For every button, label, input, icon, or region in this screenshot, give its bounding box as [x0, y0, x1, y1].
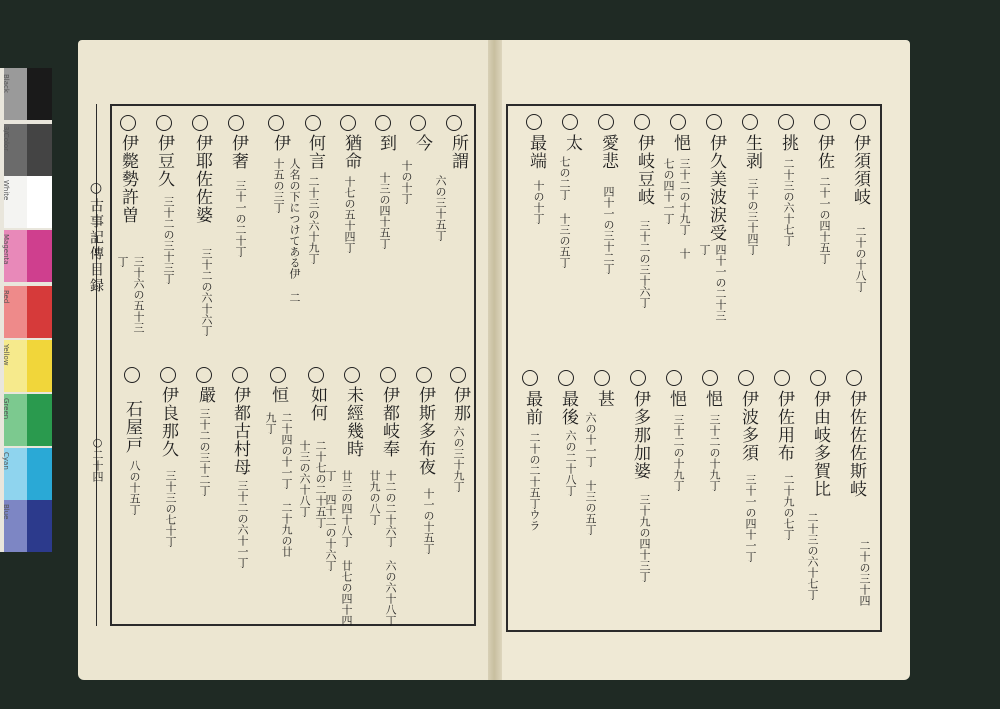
left-frame-top: [112, 104, 476, 106]
index-term: 伊久美波涙受: [706, 134, 726, 242]
page-reference: 六の二十八丁: [564, 430, 577, 496]
page-reference: 十二の二十六丁 六の六十八丁 廿九の八丁: [368, 470, 397, 626]
index-term: 伊良那久: [158, 386, 178, 458]
page-reference: 十の十丁: [532, 180, 545, 224]
page-reference: 十の十丁: [400, 160, 413, 204]
page-reference: 三十二の六十六丁: [200, 248, 213, 336]
page-reference: 六の三十九丁: [452, 426, 465, 492]
calibration-label-green: Green: [2, 398, 10, 420]
page-reference: 三十二の六十一丁: [236, 480, 249, 568]
entry-marker-circle: [742, 114, 758, 130]
index-term: 何言: [305, 134, 325, 170]
index-term: 挑: [778, 134, 798, 152]
entry-marker-circle: [630, 370, 646, 386]
book-gutter: [488, 40, 502, 680]
entry-marker-circle: [634, 114, 650, 130]
index-term: 伊佐佐佐斯岐: [846, 390, 866, 498]
calibration-label-3color: 3/Color: [2, 126, 10, 152]
page-reference: 廿三の四十八丁 廿七の四十四丁 四十二の十六丁: [324, 470, 353, 626]
right-frame-top: [506, 104, 882, 106]
index-term: 伊都古村母: [230, 386, 250, 476]
index-term: 嚴: [195, 386, 215, 404]
calibration-patch-yellow: [27, 340, 52, 392]
entry-marker-circle: [558, 370, 574, 386]
index-term: 最端: [526, 134, 546, 170]
entry-marker-circle: [344, 367, 360, 383]
calibration-patch-black: [27, 68, 52, 120]
entry-marker-circle: [156, 115, 172, 131]
page-reference: 十一の十五丁: [422, 488, 435, 554]
page-reference: 七の二丁 十三の五丁: [558, 156, 571, 268]
page-reference: 二十四の十一丁 二十九の廿九丁: [264, 412, 293, 557]
entry-marker-circle: [598, 114, 614, 130]
calibration-label-cyan: Cyan: [2, 452, 10, 470]
entry-marker-circle: [196, 367, 212, 383]
entry-marker-circle: [410, 115, 426, 131]
entry-marker-circle: [308, 367, 324, 383]
left-frame-right: [474, 104, 476, 626]
entry-marker-circle: [670, 114, 686, 130]
calibration-label-yellow: Yellow: [2, 344, 10, 366]
page-reference: 三十二の十九丁 十七の四十一丁: [662, 158, 691, 259]
index-term: 如何: [307, 386, 327, 422]
index-term: 最後: [558, 390, 578, 426]
page-reference: 三十二の三十二丁: [198, 408, 211, 496]
index-term: 伊岐豆岐: [634, 134, 654, 206]
right-frame-left: [506, 104, 508, 632]
entry-marker-circle: [774, 370, 790, 386]
entry-marker-circle: [270, 367, 286, 383]
entry-marker-circle: [446, 115, 462, 131]
book-spine-title: ○古事記傳目録: [88, 180, 104, 294]
index-term: 所謂: [448, 134, 468, 170]
index-term: 猶命: [341, 134, 361, 170]
left-frame-left: [110, 104, 112, 626]
calibration-label-red: Red: [2, 290, 10, 304]
entry-marker-circle: [562, 114, 578, 130]
entry-marker-circle: [706, 114, 722, 130]
entry-marker-circle: [738, 370, 754, 386]
page-reference: 二十九の七丁: [782, 474, 795, 540]
entry-marker-circle: [850, 114, 866, 130]
entry-marker-circle: [522, 370, 538, 386]
index-term: 伊: [270, 134, 290, 152]
page-reference: 二十三の六十九丁: [307, 176, 320, 264]
entry-marker-circle: [416, 367, 432, 383]
index-term: 愛悲: [598, 134, 618, 170]
page-reference: 三十三の七十丁: [164, 470, 177, 547]
page-reference: 二十一の四十五丁: [818, 176, 831, 264]
index-term: 今: [412, 134, 432, 152]
page-reference: 六の十一丁 十三の五丁: [584, 412, 597, 535]
entry-marker-circle: [340, 115, 356, 131]
index-term: 伊佐用布: [774, 390, 794, 462]
right-frame-bottom: [506, 630, 882, 632]
index-term: 生剥: [742, 134, 762, 170]
calibration-label-magenta: Magenta: [2, 234, 10, 265]
calibration-patch-darkgray: [27, 124, 52, 176]
page-reference: 三十一の四十一丁: [744, 474, 757, 562]
index-term: 伊波多須: [738, 390, 758, 462]
index-term: 伊佐: [814, 134, 834, 170]
index-term: 伊多那加婆: [630, 390, 650, 480]
entry-marker-circle: [846, 370, 862, 386]
index-term: 伊奢: [228, 134, 248, 170]
calibration-patch-white2: [27, 176, 52, 228]
calibration-patch-green: [27, 394, 52, 446]
page-reference: 二十の十八丁: [854, 226, 867, 292]
calibration-label-blue: Blue: [2, 504, 10, 520]
calibration-patch-red: [27, 286, 52, 338]
page-reference: 三十六の五十三丁: [116, 256, 145, 333]
page-reference: 四十一の二十三丁: [698, 244, 727, 321]
page-reference: 二十七の二十五丁 十三の六十八丁: [298, 440, 327, 528]
page-number: ○二十四: [91, 436, 104, 482]
index-term: 悒: [666, 390, 686, 408]
index-term: 伊斃勢許曽: [118, 134, 138, 224]
entry-marker-circle: [810, 370, 826, 386]
index-term: 伊斯多布夜: [415, 386, 435, 476]
entry-marker-circle: [192, 115, 208, 131]
entry-marker-circle: [124, 367, 140, 383]
entry-marker-circle: [380, 367, 396, 383]
page-reference: 三十二の十九丁: [708, 414, 721, 491]
index-term: 石屋戸: [122, 400, 142, 454]
page-reference: 三十の三十四丁: [746, 178, 759, 255]
entry-marker-circle: [450, 367, 466, 383]
index-term: 最前: [522, 390, 542, 426]
entry-marker-circle: [305, 115, 321, 131]
page-reference: 三十二の三十三丁: [162, 196, 175, 284]
color-calibration-strip: [0, 68, 52, 552]
index-term: 伊那: [450, 386, 470, 422]
page-reference: 三十一の二十丁: [234, 180, 247, 257]
entry-marker-circle: [702, 370, 718, 386]
right-frame-right: [880, 104, 882, 632]
index-term: 到: [376, 134, 396, 152]
page-reference: 三十二の三十六丁: [638, 220, 651, 308]
calibration-patch-magenta: [27, 230, 52, 282]
entry-marker-circle: [120, 115, 136, 131]
entry-marker-circle: [778, 114, 794, 130]
entry-marker-circle: [526, 114, 542, 130]
index-term: 甚: [594, 390, 614, 408]
calibration-label-black: Black: [2, 74, 10, 93]
calibration-patch-blue: [27, 500, 52, 552]
entry-marker-circle: [814, 114, 830, 130]
page-reference: 二十の三十四: [858, 540, 871, 606]
entry-marker-circle: [228, 115, 244, 131]
index-term: 伊豆久: [154, 134, 174, 188]
page-reference: 人名の下につけてある伊 二十五の三丁: [272, 158, 301, 303]
page-reference: 六の三十五丁: [434, 175, 447, 241]
index-term: 悒: [702, 390, 722, 408]
index-term: 伊由岐多賀比: [810, 390, 830, 498]
index-term: 恒: [268, 386, 288, 404]
page-reference: 三十九の四十三丁: [638, 494, 651, 582]
entry-marker-circle: [268, 115, 284, 131]
index-term: 未經幾時: [343, 386, 363, 458]
page-reference: 四十一の三十二丁: [602, 186, 615, 274]
calibration-label-white: White: [2, 180, 10, 201]
index-term: 太: [562, 134, 582, 152]
page-reference: 十七の五十四丁: [343, 176, 356, 253]
entry-marker-circle: [594, 370, 610, 386]
index-term: 伊都岐奉: [379, 386, 399, 458]
page-reference: 十三の四十五丁: [378, 172, 391, 249]
page-reference: 三十二の十九丁: [672, 414, 685, 491]
entry-marker-circle: [232, 367, 248, 383]
calibration-patch-cyan: [27, 448, 52, 500]
index-term: 伊耶佐佐婆: [192, 134, 212, 224]
page-reference: 二十の二十五丁ウラ: [528, 432, 541, 531]
entry-marker-circle: [375, 115, 391, 131]
left-frame-bottom: [112, 624, 476, 626]
page-reference: 二十三の六十七丁: [782, 158, 795, 246]
entry-marker-circle: [160, 367, 176, 383]
entry-marker-circle: [666, 370, 682, 386]
index-term: 伊須須岐: [850, 134, 870, 206]
index-term: 悒: [670, 134, 690, 152]
page-reference: 八の十五丁: [128, 460, 141, 515]
page-reference: 二十三の六十七丁: [806, 512, 819, 600]
